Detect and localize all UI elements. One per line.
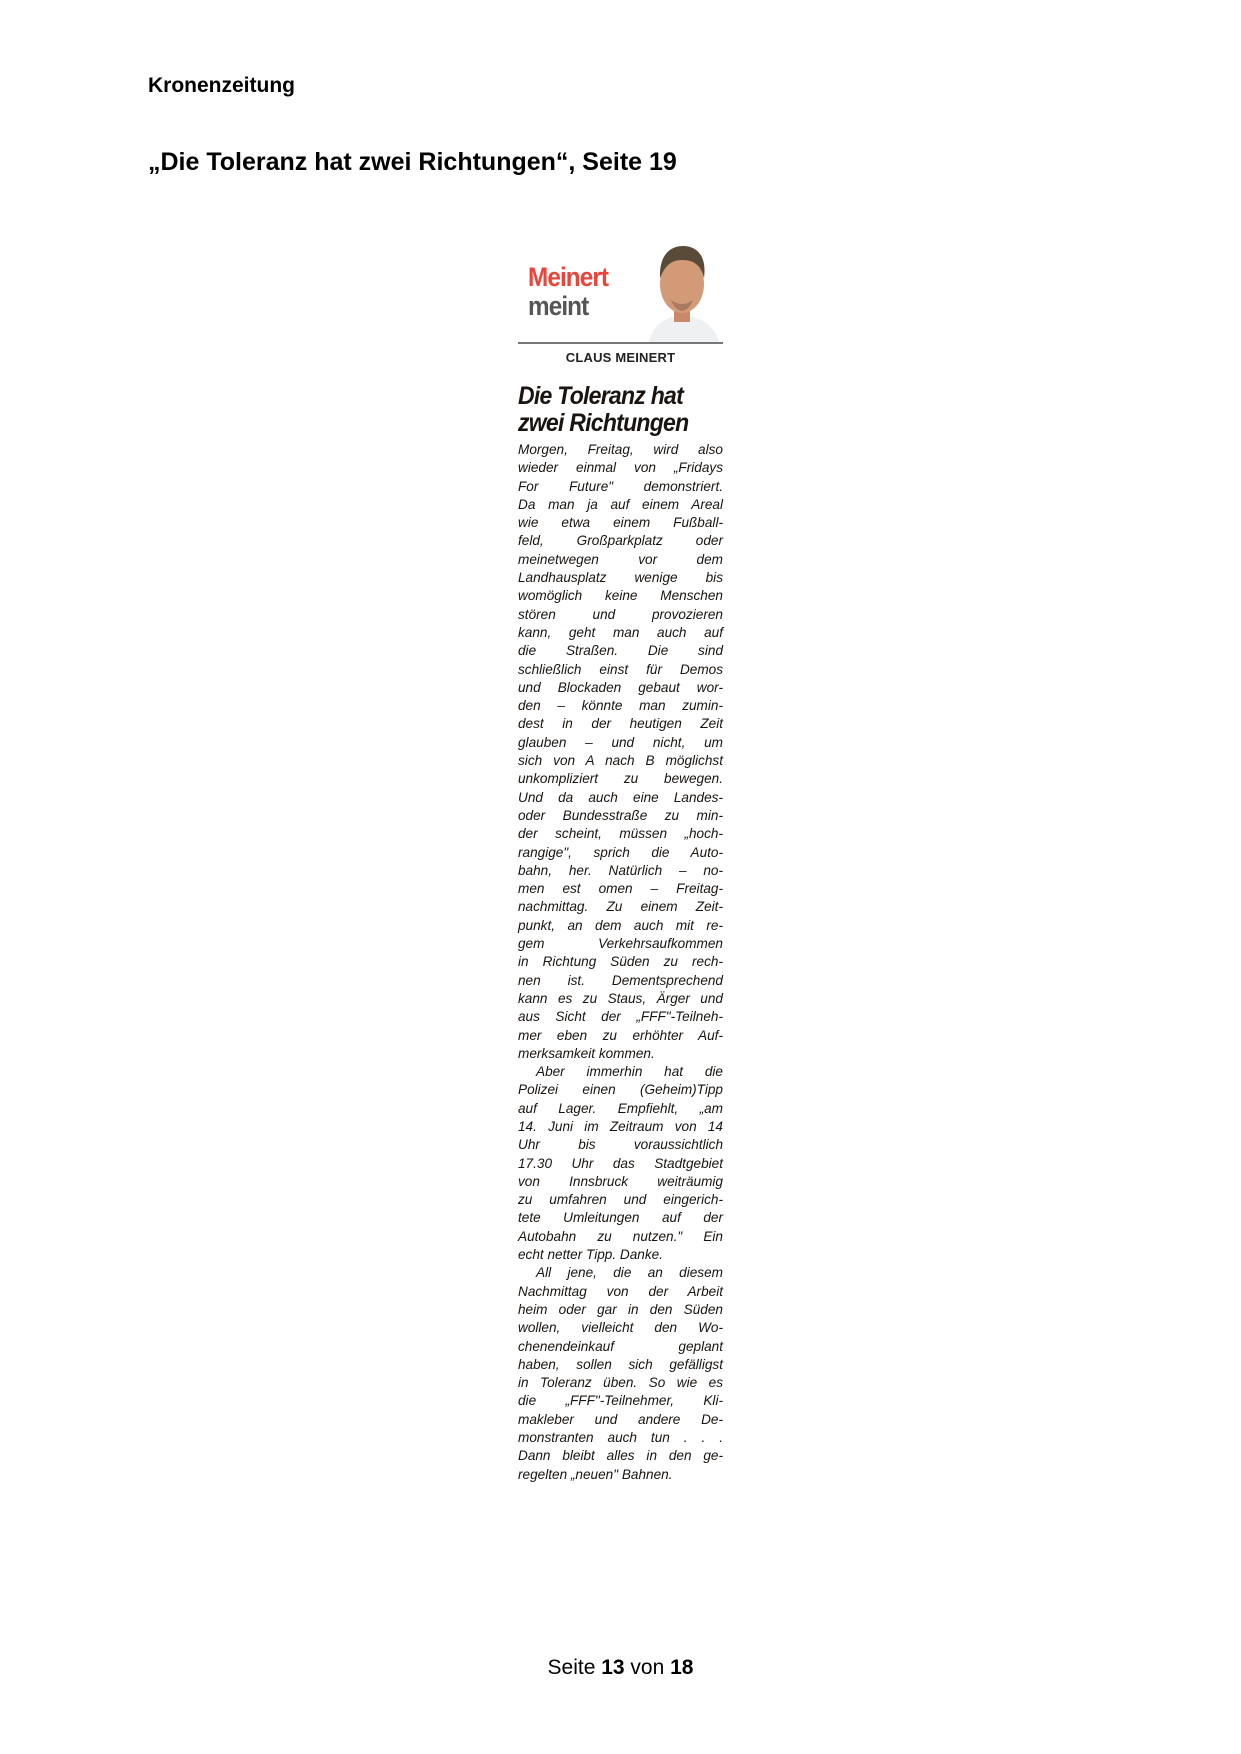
body-line: in Richtung Süden zu rech- [518,954,723,970]
body-line: Nachmittag von der Arbeit [518,1283,723,1299]
body-line: in Toleranz üben. So wie es [518,1375,723,1391]
body-line: glauben – und nicht, um [518,734,723,750]
body-line: heim oder gar in den Süden [518,1301,723,1317]
divider [518,342,723,344]
body-line: regelten „neuen" Bahnen. [518,1466,673,1482]
current-page: 13 [601,1656,625,1679]
body-line: den – könnte man zumin- [518,698,723,714]
body-line: Autobahn zu nutzen." Ein [518,1228,723,1244]
body-line: womöglich keine Menschen [518,588,723,604]
body-line: Dann bleibt alles in den ge- [518,1448,723,1464]
body-line: monstranten auch tun . . . [518,1430,723,1446]
body-line: nachmittag. Zu einem Zeit- [518,899,723,915]
body-line: wieder einmal von „Fridays [518,460,723,476]
body-line: Und da auch eine Landes- [518,789,723,805]
body-line: die Straßen. Die sind [518,643,723,659]
body-line: der scheint, müssen „hoch- [518,826,723,842]
body-line: rangige", sprich die Auto- [518,844,723,860]
body-line: schließlich einst für Demos [518,661,723,677]
page-number: Seite 13 von 18 [547,1656,694,1679]
body-line: meinetwegen vor dem [518,551,723,567]
body-line: Landhausplatz wenige bis [518,570,723,586]
body-line: feld, Großparkplatz oder [518,533,723,549]
body-line: Morgen, Freitag, wird also [518,442,723,457]
body-line: haben, sollen sich gefälligst [518,1356,723,1372]
body-line: auf Lager. Empfiehlt, „am [518,1100,723,1116]
newspaper-source: Kronenzeitung [148,74,295,97]
article-headline [518,383,707,437]
body-line: echt netter Tipp. Danke. [518,1247,663,1263]
body-line: Da man ja auf einem Areal [518,496,723,512]
body-line: merksamkeit kommen. [518,1045,655,1061]
body-line: For Future" demonstriert. [518,478,723,494]
body-line: unkompliziert zu bewegen. [518,771,723,787]
body-line: kann es zu Staus, Ärger und [518,990,723,1006]
body-line: wollen, vielleicht den Wo- [518,1320,723,1336]
column-logo-line1: Meinert [528,262,609,292]
body-line: wie etwa einem Fußball- [518,515,723,531]
body-line: mer eben zu erhöhter Auf- [518,1027,723,1043]
body-line: oder Bundesstraße zu min- [518,807,723,823]
column-logo [518,238,723,342]
body-line: men est omen – Freitag- [518,881,723,897]
body-line: 14. Juni im Zeitraum von 14 [518,1118,723,1134]
body-line: zu umfahren und eingerich- [518,1192,723,1208]
author-name: CLAUS MEINERT [565,350,676,365]
article-body [518,441,723,1484]
body-line: sich von A nach B möglichst [518,753,723,769]
document-title: „Die Toleranz hat zwei Richtungen“, Seite 19 [148,148,677,176]
body-line: aus Sicht der „FFF"-Teilneh- [518,1009,723,1025]
body-line: bahn, her. Natürlich – no- [518,862,723,878]
body-line: All jene, die an diesem [536,1265,723,1281]
author-photo [641,238,723,342]
body-line: und Blockaden gebaut wor- [518,679,723,695]
body-line: makleber und andere De- [518,1411,723,1427]
body-line: kann, geht man auch auf [518,624,723,640]
body-line: Polizei einen (Geheim)Tipp [518,1082,723,1098]
body-line: gem Verkehrsaufkommen [518,936,723,952]
body-line: dest in der heutigen Zeit [518,716,723,732]
body-line: 17.30 Uhr das Stadtgebiet [518,1155,723,1171]
total-pages: 18 [670,1656,694,1679]
body-line: Uhr bis voraussichtlich [518,1137,723,1153]
headline-line: zwei Richtungen [518,409,689,437]
article-clipping [518,238,723,1484]
column-logo-line2: meint [528,291,589,321]
body-line: von Innsbruck weiträumig [518,1173,723,1189]
body-line: nen ist. Dementsprechend [518,972,723,988]
body-line: stören und provozieren [518,606,723,622]
body-line: Aber immerhin hat die [536,1064,723,1080]
body-line: tete Umleitungen auf der [518,1210,723,1226]
body-line: chenendeinkauf geplant [518,1338,723,1354]
headline-line: Die Toleranz hat [518,382,684,410]
body-line: die „FFF"-Teilnehmer, Kli- [518,1393,723,1409]
body-line: punkt, an dem auch mit re- [518,917,723,933]
